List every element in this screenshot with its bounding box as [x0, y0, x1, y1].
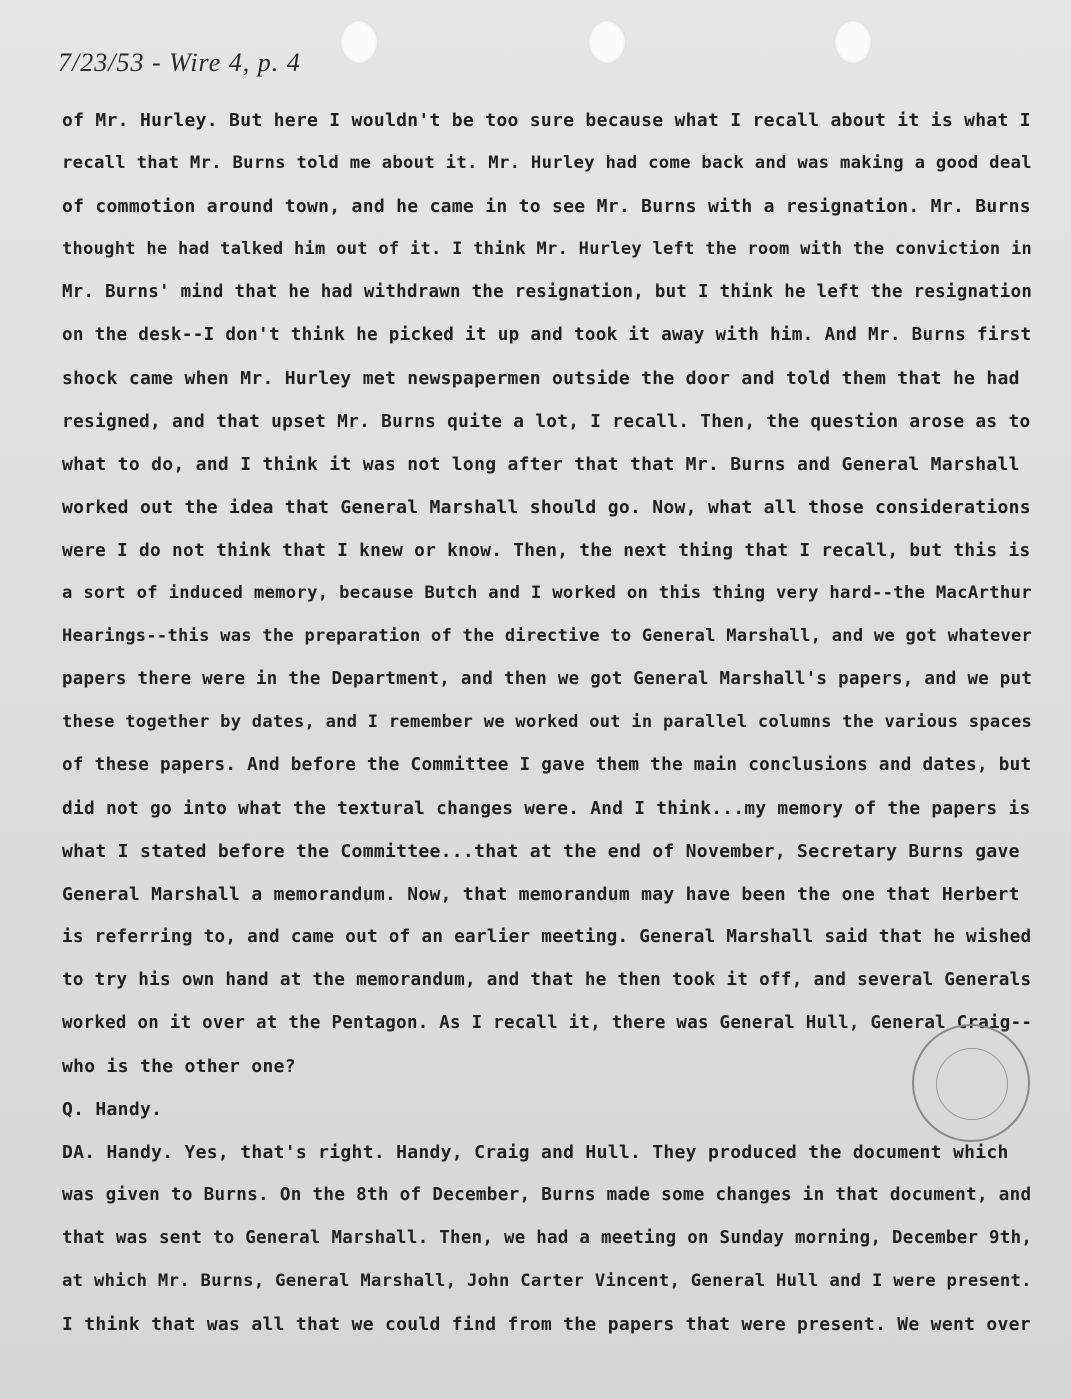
text-line: thought he had talked him out of it. I think Mr. Hurley left the room with the conviction in — [62, 239, 1033, 259]
archive-stamp — [912, 1024, 1030, 1142]
punch-hole — [588, 20, 626, 64]
text-line: of commotion around town, and he came in to see Mr. Burns with a resignation. Mr. Burns — [62, 196, 1031, 217]
text-line: Hearings--this was the preparation of the directive to General Marshall, and we got whatever — [62, 626, 1033, 646]
text-line: what to do, and I think it was not long after that that Mr. Burns and General Marshall — [62, 454, 1020, 475]
speaker-line-q: Q. Handy. — [62, 1099, 163, 1120]
text-line: of Mr. Hurley. But here I wouldn't be too sure because what I recall about it is what I — [62, 110, 1031, 131]
text-line: I think that was all that we could find from the papers that were present. We went over — [62, 1314, 1031, 1335]
text-line: was given to Burns. On the 8th of December, Burns made some changes in that document, and — [62, 1185, 1032, 1205]
text-line: at which Mr. Burns, General Marshall, John Carter Vincent, General Hull and I were present. — [62, 1271, 1032, 1291]
text-line: these together by dates, and I remember we worked out in parallel columns the various spaces — [62, 712, 1033, 732]
punch-hole — [834, 20, 872, 64]
speaker-line-da: DA. Handy. Yes, that's right. Handy, Craig and Hull. They produced the document which — [62, 1142, 1009, 1163]
text-line: shock came when Mr. Hurley met newspapermen outside the door and told them that he had — [62, 368, 1020, 389]
page-header: 7/23/53 - Wire 4, p. 4 — [58, 48, 301, 77]
text-line: what I stated before the Committee...that at the end of November, Secretary Burns gave — [62, 841, 1020, 862]
text-line: worked out the idea that General Marshall should go. Now, what all those considerations — [62, 497, 1031, 518]
text-line: General Marshall a memorandum. Now, that memorandum may have been the one that Herbert — [62, 884, 1020, 905]
punch-hole — [340, 20, 378, 64]
text-line: that was sent to General Marshall. Then, we had a meeting on Sunday morning, December 9th, — [62, 1228, 1033, 1248]
text-line: papers there were in the Department, and then we got General Marshall's papers, and we put — [62, 669, 1033, 689]
text-line: recall that Mr. Burns told me about it. Mr. Hurley had come back and was making a good deal — [62, 153, 1032, 173]
text-line: resigned, and that upset Mr. Burns quite a lot, I recall. Then, the question arose as to — [62, 411, 1031, 432]
text-line: to try his own hand at the memorandum, and that he then took it off, and several Generals — [62, 970, 1032, 990]
text-line: a sort of induced memory, because Butch and I worked on this thing very hard--the MacArthur — [62, 583, 1032, 603]
text-line: of these papers. And before the Committee I gave them the main conclusions and dates, but — [62, 755, 1032, 775]
text-line: is referring to, and came out of an earlier meeting. General Marshall said that he wished — [62, 927, 1032, 947]
text-line: did not go into what the textural changes were. And I think...my memory of the papers is — [62, 798, 1031, 819]
text-line: Mr. Burns' mind that he had withdrawn the resignation, but I think he left the resignation — [62, 282, 1033, 302]
text-line: who is the other one? — [62, 1056, 296, 1077]
text-line: worked on it over at the Pentagon. As I recall it, there was General Hull, General Craig-- — [62, 1013, 1033, 1033]
stamp-inner-ring — [936, 1048, 1008, 1120]
text-line: on the desk--I don't think he picked it up and took it away with him. And Mr. Burns first — [62, 325, 1032, 345]
text-line: were I do not think that I knew or know. Then, the next thing that I recall, but this is — [62, 540, 1031, 561]
